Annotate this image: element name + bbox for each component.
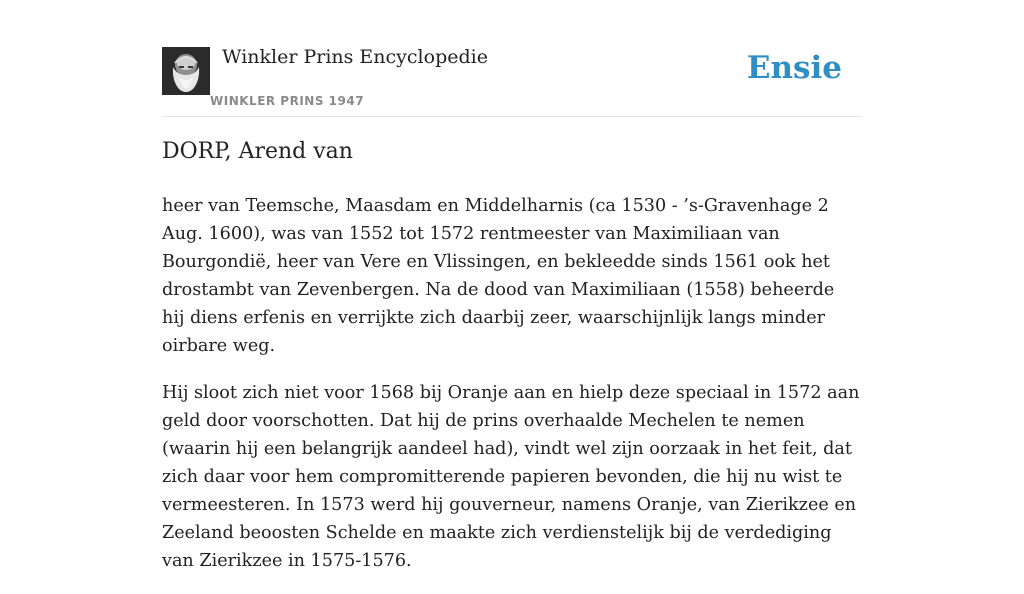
author-avatar[interactable] [162,47,210,95]
ensie-logo[interactable]: Ensie [746,50,842,86]
source-subtitle[interactable]: WINKLER PRINS 1947 [210,94,365,108]
site-header [162,0,862,117]
entry-paragraph: heer van Teemsche, Maasdam en Middelharnis (ca 1530 - ’s-Gravenhage 2 Aug. 1600), was van 1552 tot 1572 rentmeester van Maximiliaan van Bourgondië, heer van Vere en Vlissingen, en bekleedde sinds 1561 ook het drostambt van Zevenbergen. Na de dood van Maximiliaan (1558) beheerde hij diens erfenis en verrijkte zich daarbij zeer, waarschijnlijk langs minder oirbare weg. [162,196,835,356]
bearded-man-portrait-icon [162,47,210,95]
entry-title: DORP, Arend van [162,139,353,164]
entry-content [162,192,862,594]
site-title[interactable]: Winkler Prins Encyclopedie [222,46,488,68]
entry-paragraph: Hij sloot zich niet voor 1568 bij Oranje aan en hielp deze speciaal in 1572 aan geld door voorschotten. Dat hij de prins overhaalde Mechelen te nemen (waarin hij een belangrijk aandeel had), vindt wel zijn oorzaak in het feit, dat zich daar voor hem compromitterende papieren bevonden, die hij nu wist te vermeesteren. In 1573 werd hij gouverneur, namens Oranje, van Zierikzee en Zeeland beoosten Schelde en maakte zich verdienstelijk bij de verdediging van Zierikzee in 1575-1576. [162,383,860,571]
